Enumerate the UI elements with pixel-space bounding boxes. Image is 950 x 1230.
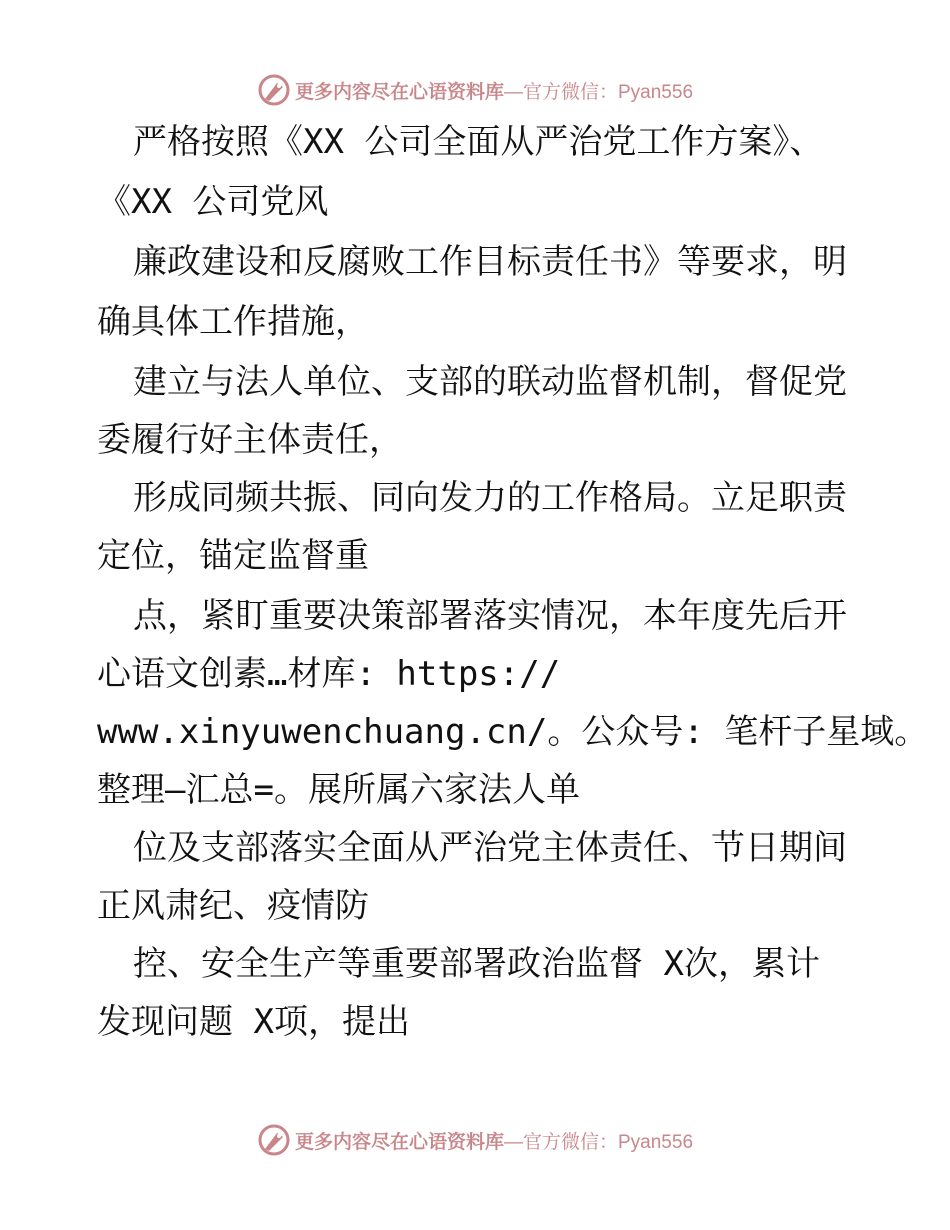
body-line: 点，紧盯重要决策部署落实情况，本年度先后开 [133, 596, 847, 636]
pen-nib-logo-icon [257, 73, 291, 107]
watermark-sub-text: —官方微信：Pyan556 [504, 1131, 694, 1153]
body-line: 发现问题 X项，提出 [97, 1002, 410, 1042]
body-line: www.xinyuwenchuang.cn/。公众号: 笔杆子星域。 [97, 712, 929, 752]
pen-nib-logo-icon [257, 1123, 291, 1157]
body-line: 《XX 公司党风 [97, 182, 329, 222]
body-line: 廉政建设和反腐败工作目标责任书》等要求，明 [133, 242, 847, 282]
body-line: 心语文创素…材库: https:// [97, 654, 561, 694]
body-line: 位及支部落实全面从严治党主体责任、节日期间 [133, 828, 847, 868]
body-line: 定位，锚定监督重 [97, 536, 369, 576]
watermark-main-text: 更多内容尽在心语资料库 [294, 1130, 504, 1153]
body-line: 形成同频共振、同向发力的工作格局。立足职责 [133, 478, 847, 518]
body-line: 控、安全生产等重要部署政治监督 X次，累计 [133, 944, 820, 984]
body-line: 建立与法人单位、支部的联动监督机制，督促党 [133, 362, 847, 402]
header-watermark [0, 70, 950, 110]
watermark-main-text: 更多内容尽在心语资料库 [294, 80, 504, 103]
watermark-sub-text: —官方微信：Pyan556 [504, 81, 694, 103]
body-line: 委履行好主体责任， [97, 420, 403, 460]
body-line: 严格按照《XX 公司全面从严治党工作方案》、 [133, 122, 824, 162]
body-line: 整理—汇总=。展所属六家法人单 [97, 770, 580, 810]
body-line: 正风肃纪、疫情防 [97, 886, 369, 926]
body-line: 确具体工作措施， [97, 302, 369, 342]
footer-watermark [0, 1120, 950, 1160]
